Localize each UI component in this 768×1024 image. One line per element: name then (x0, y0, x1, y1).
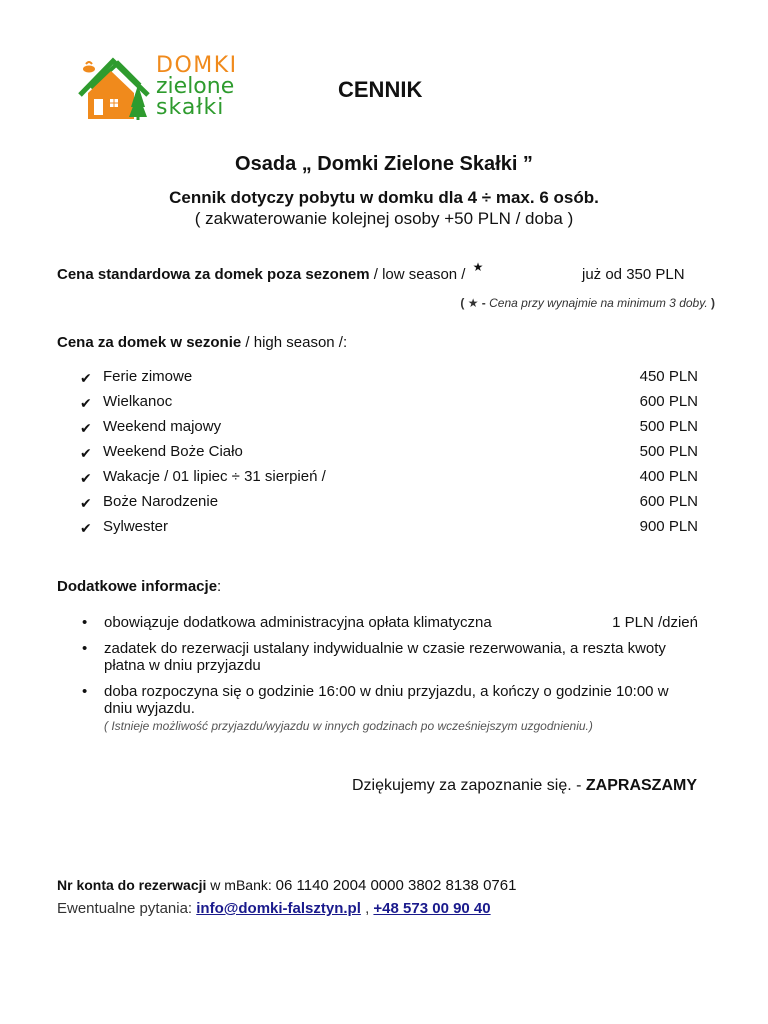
checkmark-icon: ✔ (80, 420, 92, 436)
info-text: zadatek do rezerwacji ustalany indywidualnie w czasie rezerwowania, a reszta kwoty płatna w dniu przyjazdu (104, 640, 666, 674)
checkmark-icon: ✔ (80, 520, 92, 536)
thanks-text: Dziękujemy za zapoznanie się. - (352, 777, 586, 794)
contact-label: Ewentualne pytania: (57, 900, 197, 917)
contact-separator: , (360, 900, 374, 917)
season-price: 600 PLN (639, 393, 698, 410)
season-price: 900 PLN (639, 518, 698, 535)
standard-price-value: już od 350 PLN (582, 266, 685, 283)
house-logo-icon (78, 55, 154, 123)
season-name: Weekend Boże Ciało (103, 443, 243, 460)
checkmark-icon: ✔ (80, 395, 92, 411)
season-price-list (80, 368, 698, 543)
email-link[interactable]: info@domki-falsztyn.pl (196, 900, 361, 917)
info-block (104, 683, 698, 735)
season-price: 500 PLN (639, 443, 698, 460)
checkmark-icon: ✔ (80, 495, 92, 511)
season-price: 600 PLN (639, 493, 698, 510)
contact-line (57, 900, 491, 917)
high-label-rest: / high season /: (241, 334, 348, 351)
season-name: Wakacje / 01 lipiec ÷ 31 sierpień / (103, 468, 326, 485)
high-season-label (57, 334, 347, 351)
document-title: Osada „ Domki Zielone Skałki ” (235, 153, 533, 175)
list-item (80, 443, 698, 468)
checkmark-icon: ✔ (80, 470, 92, 486)
standard-label-rest: / low season / (369, 266, 470, 283)
list-item (80, 518, 698, 543)
additional-info-label (57, 578, 221, 595)
season-price: 450 PLN (639, 368, 698, 385)
bullet-icon: • (82, 614, 88, 631)
list-item (80, 368, 698, 393)
checkmark-icon: ✔ (80, 370, 92, 386)
list-item (80, 393, 698, 418)
info-value: 1 PLN /dzień (612, 614, 698, 631)
thanks-message (352, 777, 697, 795)
list-item (80, 493, 698, 518)
document-subtitle: Cennik dotyczy pobytu w domku dla 4 ÷ max. 6 osób. (169, 188, 599, 207)
bullet-icon: • (82, 640, 88, 657)
star-icon: ★ (472, 260, 484, 274)
phone-link[interactable]: +48 573 00 90 40 (373, 900, 491, 917)
bullet-icon: • (82, 683, 88, 700)
additional-label-bold: Dodatkowe informacje (57, 578, 218, 595)
info-note: ( Istnieje możliwość przyjazdu/wyjazdu w innych godzinach po wcześniejszym uzgodnieniu.) (104, 719, 593, 733)
thanks-bold: ZAPRASZAMY (585, 777, 697, 794)
info-text: obowiązuje dodatkowa administracyjna opłata klimatyczna (104, 614, 492, 631)
standard-price-label (57, 260, 484, 283)
note-open: ( ★ - (460, 296, 490, 310)
high-label-bold: Cena za domek w sezonie (57, 334, 242, 351)
season-name: Sylwester (103, 518, 169, 535)
season-price: 400 PLN (639, 468, 698, 485)
account-label: Nr konta do rezerwacji (57, 877, 207, 893)
checkmark-icon: ✔ (80, 445, 92, 461)
note-close: ) (707, 296, 715, 310)
logo-text (156, 55, 238, 119)
account-number: 06 1140 2004 0000 3802 8138 0761 (275, 877, 517, 894)
account-bank: w mBank: (206, 877, 276, 893)
season-name: Ferie zimowe (103, 368, 193, 385)
season-name: Wielkanoc (103, 393, 173, 410)
season-price: 500 PLN (639, 418, 698, 435)
season-name: Weekend majowy (103, 418, 222, 435)
bank-account (57, 877, 516, 894)
page-heading: CENNIK (338, 77, 423, 102)
logo (78, 55, 258, 123)
logo-line-2: zielone (156, 74, 235, 99)
list-item (80, 468, 698, 493)
logo-line-3: skałki (156, 95, 225, 120)
logo-line-1: DOMKI (156, 53, 238, 78)
additional-label-rest: : (217, 578, 222, 595)
note-text: Cena przy wynajmie na minimum 3 doby. (489, 296, 708, 310)
standard-label-bold: Cena standardowa za domek poza sezonem (57, 266, 370, 283)
list-item (80, 418, 698, 443)
info-text: doba rozpoczyna się o godzinie 16:00 w dniu przyjazdu, a kończy o godzinie 10:00 w dniu wyjazdu. (104, 683, 669, 717)
standard-price-note (460, 296, 715, 310)
season-name: Boże Narodzenie (103, 493, 219, 510)
document-subtitle-note: ( zakwaterowanie kolejnej osoby +50 PLN / doba ) (194, 209, 574, 228)
